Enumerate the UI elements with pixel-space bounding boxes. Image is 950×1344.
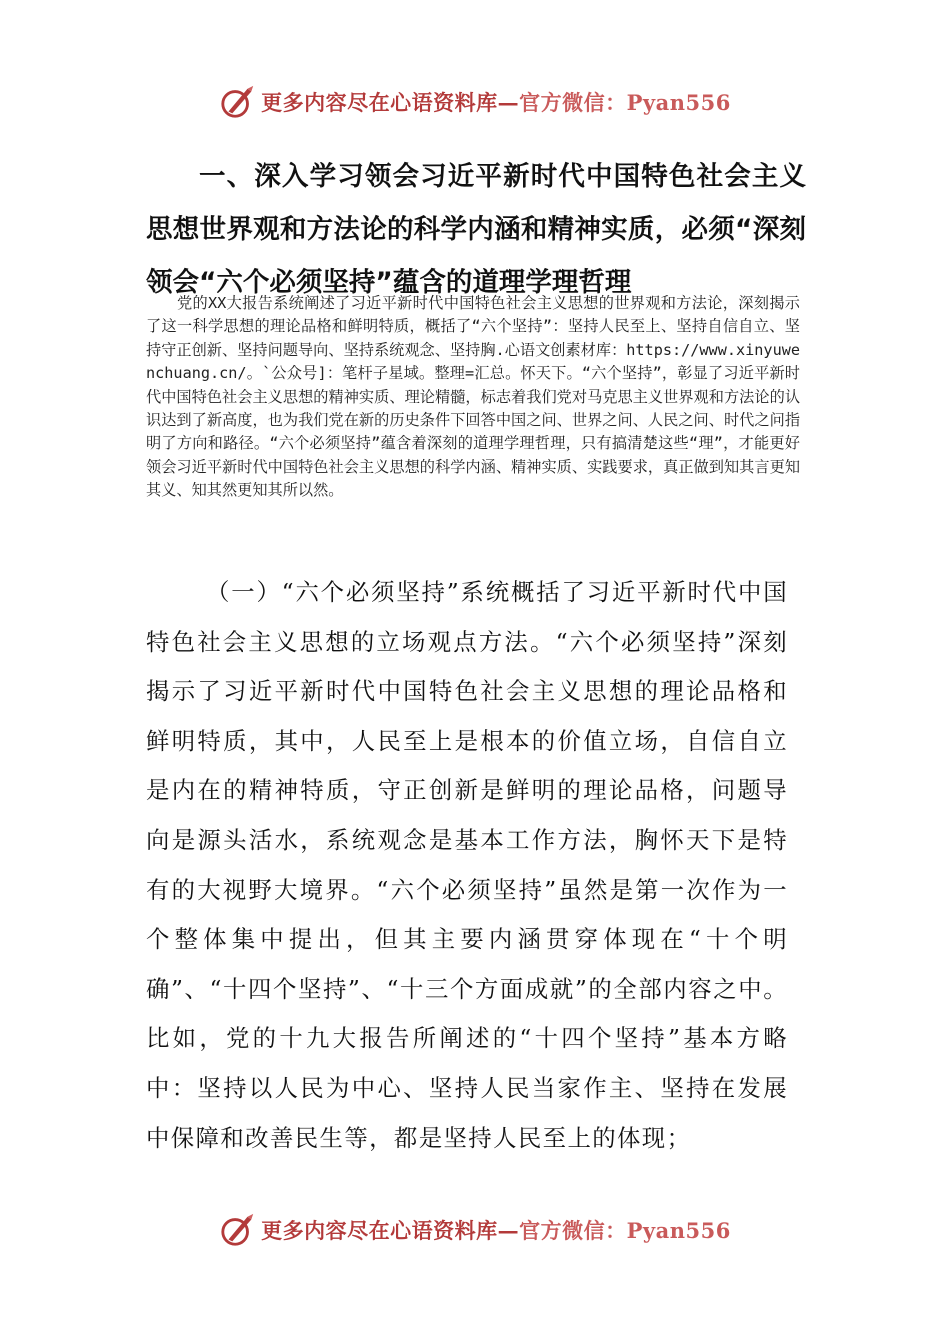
watermark-wechat: 官方微信：Pyan556 — [519, 90, 731, 115]
watermark-text — [261, 1215, 731, 1245]
body-paragraph: （一）“六个必须坚持”系统概括了习近平新时代中国特色社会主义思想的立场观点方法。“六个必须坚持”深刻揭示了习近平新时代中国特色社会主义思想的理论品格和鲜明特质，其中，人民至上是根本的价值立场，自信自立是内在的精神特质，守正创新是鲜明的理论品格，问题导向是源头活水，系统观念是基本工作方法，胸怀天下是特有的大视野大境界。“六个必须坚持”虽然是第一次作为一个整体集中提出，但其主要内涵贯穿体现在“十个明确”、“十四个坚持”、“十三个方面成就”的全部内容之中。比如，党的十九大报告所阐述的“十四个坚持”基本方略中：坚持以人民为中心、坚持人民当家作主、坚持在发展中保障和改善民生等，都是坚持人民至上的体现； — [146, 578, 788, 1152]
watermark-dash: — — [497, 1218, 520, 1243]
watermark-prefix: 更多内容尽在心语资料库 — [261, 90, 498, 115]
quill-pen-logo-icon — [219, 1211, 257, 1249]
quill-pen-logo-icon — [219, 83, 257, 121]
watermark-dash: — — [497, 90, 520, 115]
intro-paragraph: 党的XX大报告系统阐述了习近平新时代中国特色社会主义思想的世界观和方法论，深刻揭示了这一科学思想的理论品格和鲜明特质，概括了“六个坚持”：坚持人民至上、坚持自信自立、坚持守正创新、坚持问题导向、坚持系统观念、坚持胸.心语文创素材库：https://www.xinyuwenchuang.cn/。`公众号]：笔杆子星域。整理=汇总。怀天下。“六个坚持”，彰显了习近平新时代中国特色社会主义思想的精神实质、理论精髓，标志着我们党对马克思主义世界观和方法论的认识达到了新高度，也为我们党在新的历史条件下回答中国之问、世界之问、人民之问、时代之问指明了方向和路径。“六个必须坚持”蕴含着深刻的道理学理哲理，只有搞清楚这些“理”，才能更好领会习近平新时代中国特色社会主义思想的科学内涵、精神实质、实践要求，真正做到知其言更知其义、知其然更知其所以然。 — [146, 294, 800, 500]
section-heading: 一、深入学习领会习近平新时代中国特色社会主义思想世界观和方法论的科学内涵和精神实质，必须“深刻领会“六个必须坚持”蕴含的道理学理哲理 — [146, 161, 806, 298]
watermark-prefix: 更多内容尽在心语资料库 — [261, 1218, 498, 1243]
footer-watermark-banner — [0, 1208, 950, 1252]
watermark-wechat: 官方微信：Pyan556 — [519, 1218, 731, 1243]
watermark-text — [261, 87, 731, 117]
header-watermark-banner — [0, 80, 950, 124]
